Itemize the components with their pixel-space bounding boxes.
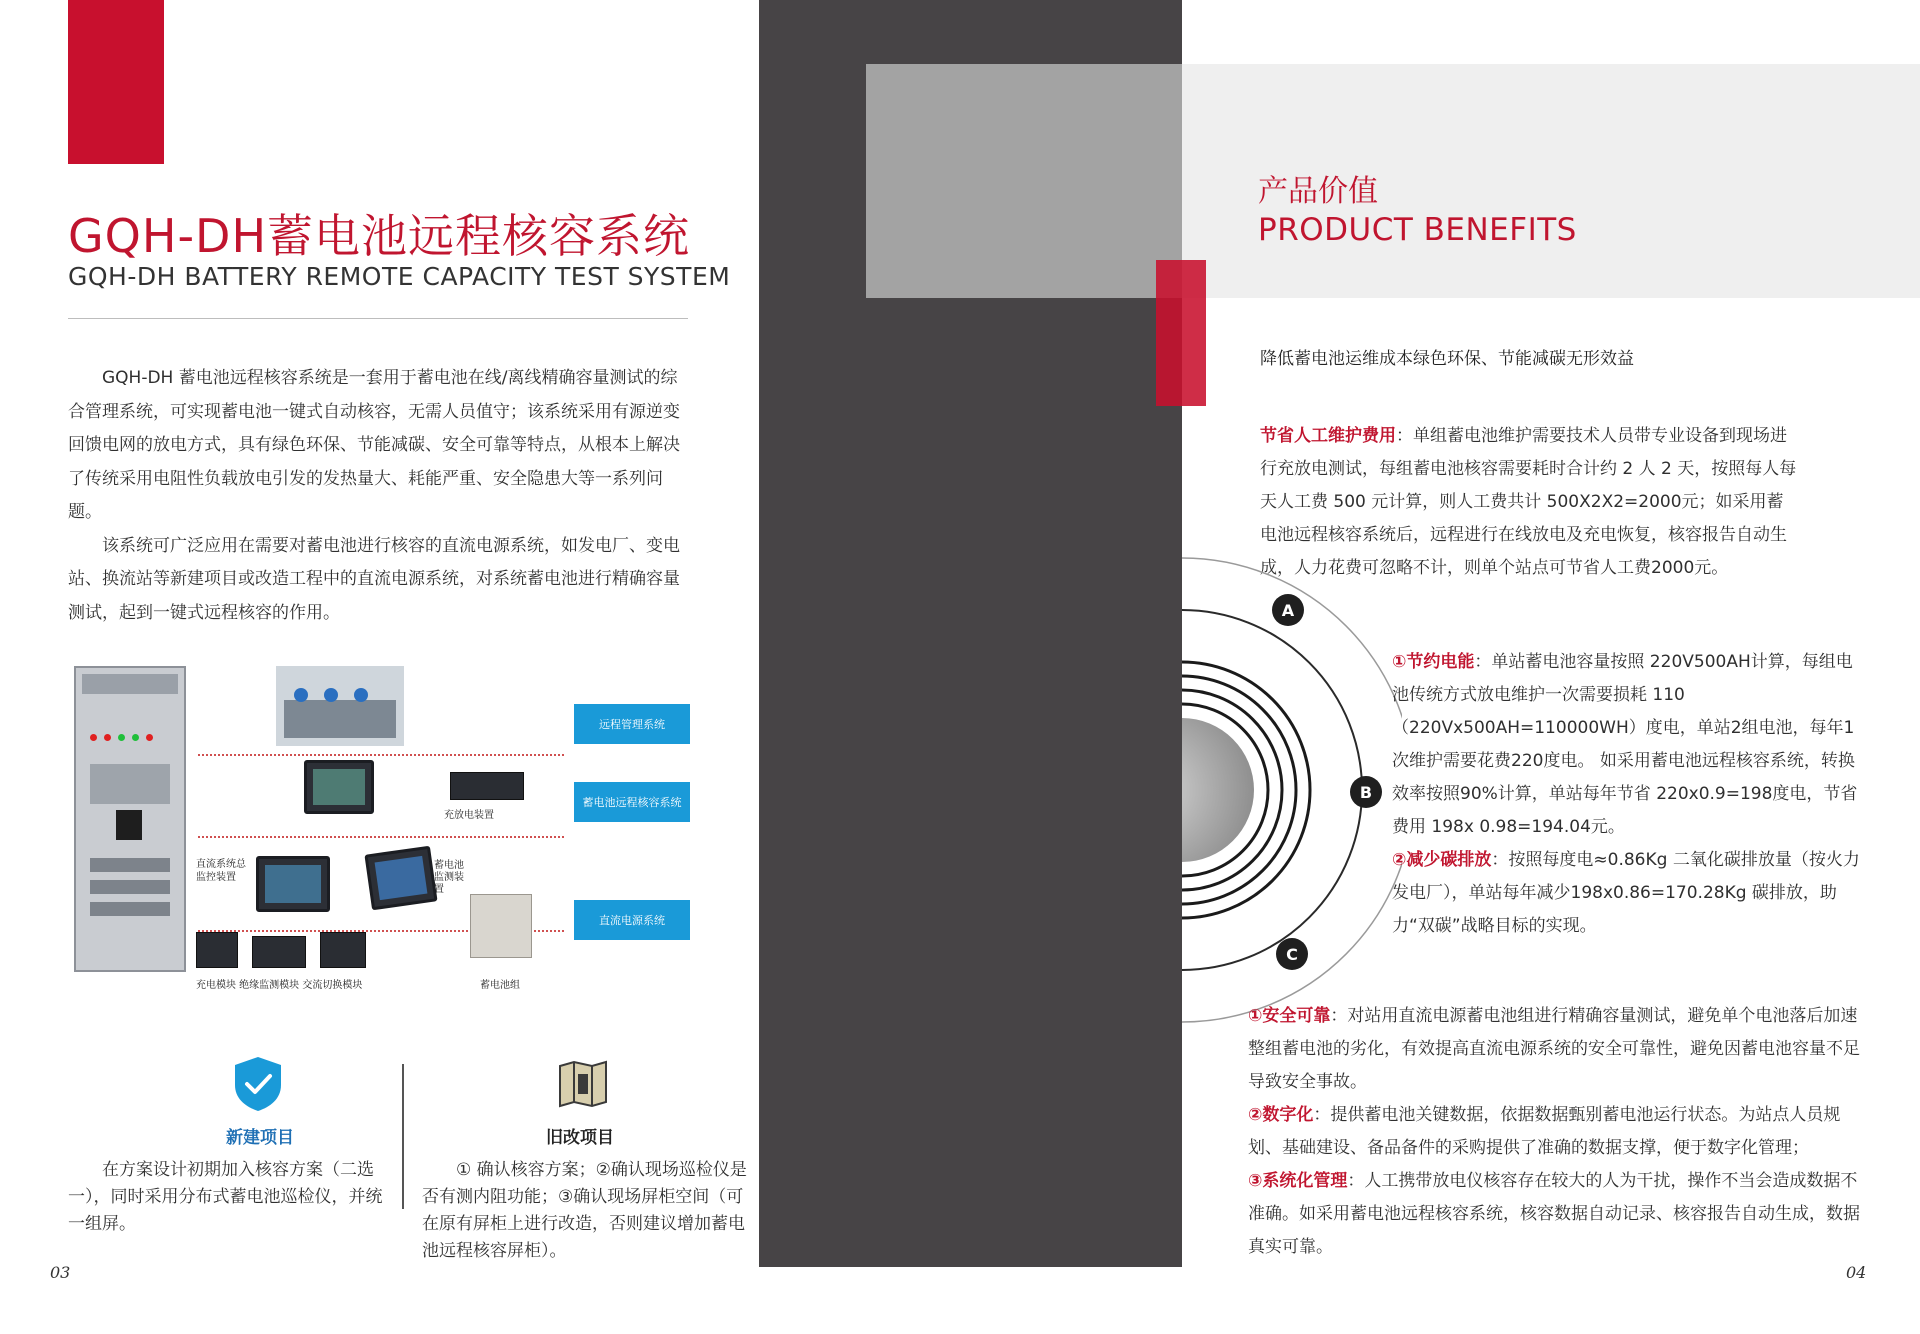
intro-paragraph-2: 该系统可广泛应用在需要对蓄电池进行核容的直流电源系统，如发电厂、变电站、换流站等新建项目或改造工程中的直流电源系统，对系统蓄电池进行精确容量测试，起到一键式远程核容的作用。 (68, 535, 680, 623)
control-room-image (276, 666, 404, 746)
insulation-module-image (252, 936, 306, 968)
touch-screen-image (304, 760, 374, 814)
page-title: GQH-DH蓄电池远程核容系统 (68, 209, 691, 263)
labor-saving-text: ：单组蓄电池维护需要技术人员带专业设备到现场进行充放电测试，每组蓄电池核容需要耗时合计约 2 人 2 天，按照每人每天人工费 500 元计算，则人工费共计 500X2X2=2000元；如采用蓄电池远程核容系统后，远程进行在线放电及充电恢复，核容报告自动生成，人力花费可忽略不计，则单个站点可节省人工费2000元。 (1260, 426, 1797, 578)
led-indicator (104, 734, 111, 741)
charger-device-image (450, 772, 524, 800)
badge-a: A (1272, 594, 1304, 626)
system-diagram (68, 660, 708, 1000)
digital-paragraph (1248, 1099, 1864, 1165)
led-indicator (132, 734, 139, 741)
gray-sphere (1182, 718, 1254, 862)
charging-module-image (196, 932, 238, 968)
intro-section (68, 362, 688, 630)
page-subtitle: GQH-DH BATTERY REMOTE CAPACITY TEST SYSTEM (68, 262, 731, 291)
shield-check-icon (232, 1055, 284, 1117)
system-text: ：人工携带放电仪核容存在较大的人为干扰，操作不当会造成数据不准确。如采用蓄电池远程核容系统，核容数据自动记录、核容报告自动生成，数据真实可靠。 (1248, 1171, 1860, 1257)
dc-monitor-image (256, 856, 330, 912)
cabinet-panel (90, 764, 170, 804)
cabinet-panel (90, 880, 170, 894)
dc-power-system-box: 直流电源系统 (574, 900, 690, 940)
ac-switch-module-image (320, 932, 366, 968)
badge-b: B (1350, 776, 1382, 808)
new-project-desc: 在方案设计初期加入核容方案（二选一），同时采用分布式蓄电池巡检仪，并统一组屏。 (68, 1160, 383, 1234)
battery-monitor-label: 蓄电池监测装置 (434, 860, 464, 895)
connection-line (198, 836, 564, 838)
energy-section (1392, 646, 1862, 943)
cabinet-header (82, 674, 178, 694)
badge-c: C (1276, 938, 1308, 970)
safety-text: ：对站用直流电源蓄电池组进行精确容量测试，避免单个电池落后加速整组蓄电池的劣化，有效提高直流电源系统的安全可靠性，避免因蓄电池容量不足导致安全事故。 (1248, 1006, 1860, 1092)
cabinet-switch (116, 810, 142, 840)
new-project-title: 新建项目 (226, 1128, 294, 1148)
old-project-title: 旧改项目 (546, 1128, 614, 1148)
battery-test-system-box: 蓄电池远程核容系统 (574, 782, 690, 822)
led-indicator (146, 734, 153, 741)
safety-paragraph (1248, 1000, 1864, 1099)
page-number-right: 04 (1846, 1263, 1867, 1282)
carbon-label: ②减少碳排放 (1392, 850, 1492, 870)
gray-block (866, 64, 1182, 298)
connection-line (198, 754, 564, 756)
battery-pack-label: 蓄电池组 (480, 980, 520, 991)
red-accent-tab (68, 0, 164, 164)
led-indicator (118, 734, 125, 741)
digital-text: ：提供蓄电池关键数据，依据数据甄别蓄电池运行状态。为站点人员规划、基础建设、备品备件的采购提供了准确的数据支撑，便于数字化管理； (1248, 1105, 1841, 1158)
energy-saving-text: ：单站蓄电池容量按照 220V500AH计算，每组电池传统方式放电维护一次需要损耗 110（220Vx500AH=110000WH）度电，单站2组电池，每年1次维护需要花费220度电。 如采用蓄电池远程核容系统，转换效率按照90%计算，单站每年节省 220x0.9=198度电，节省费用 198x 0.98=194.04元。 (1392, 652, 1858, 837)
remote-management-box: 远程管理系统 (574, 704, 690, 744)
benefits-title: 产品价值 (1258, 174, 1378, 209)
battery-image (470, 894, 532, 958)
building-map-icon (556, 1060, 610, 1112)
red-accent-block (1156, 260, 1206, 406)
system-label: ③系统化管理 (1248, 1171, 1348, 1191)
intro-paragraph-1: GQH-DH 蓄电池远程核容系统是一套用于蓄电池在线/离线精确容量测试的综合管理系统，可实现蓄电池一键式自动核容，无需人员值守；该系统采用有源逆变回馈电网的放电方式，具有绿色环保、节能减碳、安全可靠等特点，从根本上解决了传统采用电阻性负载放电引发的发热量大、耗能严重、安全隐患大等一系列问题。 (68, 368, 680, 522)
benefits-subtitle: PRODUCT BENEFITS (1258, 212, 1577, 248)
page-number-left: 03 (50, 1263, 71, 1282)
energy-saving-paragraph (1392, 646, 1862, 844)
digital-label: ②数字化 (1248, 1105, 1314, 1125)
benefits-slogan: 降低蓄电池运维成本绿色环保、节能减碳无形效益 (1260, 349, 1634, 369)
modules-label: 充电模块 绝缘监测模块 交流切换模块 (196, 980, 363, 991)
safety-label: ①安全可靠 (1248, 1006, 1331, 1026)
system-paragraph (1248, 1165, 1864, 1264)
battery-monitor-image (364, 846, 437, 911)
cabinet-panel (90, 858, 170, 872)
charger-label: 充放电装置 (444, 810, 494, 821)
section-divider (402, 1064, 404, 1209)
carbon-text: ：按照每度电≈0.86Kg 二氧化碳排放量（按火力发电厂），单站每年减少198x0.86=170.28Kg 碳排放，助力“双碳”战略目标的实现。 (1392, 850, 1860, 936)
title-divider (68, 318, 688, 319)
carbon-paragraph (1392, 844, 1862, 943)
benefits-list (1248, 1000, 1864, 1264)
old-project-desc: ① 确认核容方案；②确认现场巡检仪是否有测内阻功能；③确认现场屏柜空间（可在原有屏柜上进行改造，否则建议增加蓄电池远程核容屏柜）。 (422, 1160, 747, 1261)
energy-saving-label: ①节约电能 (1392, 652, 1475, 672)
cabinet-panel (90, 902, 170, 916)
labor-saving-label: 节省人工维护费用 (1260, 426, 1396, 446)
dc-cabinet-image (74, 666, 186, 972)
dc-monitor-label: 直流系统总监控装置 (196, 859, 246, 883)
led-indicator (90, 734, 97, 741)
